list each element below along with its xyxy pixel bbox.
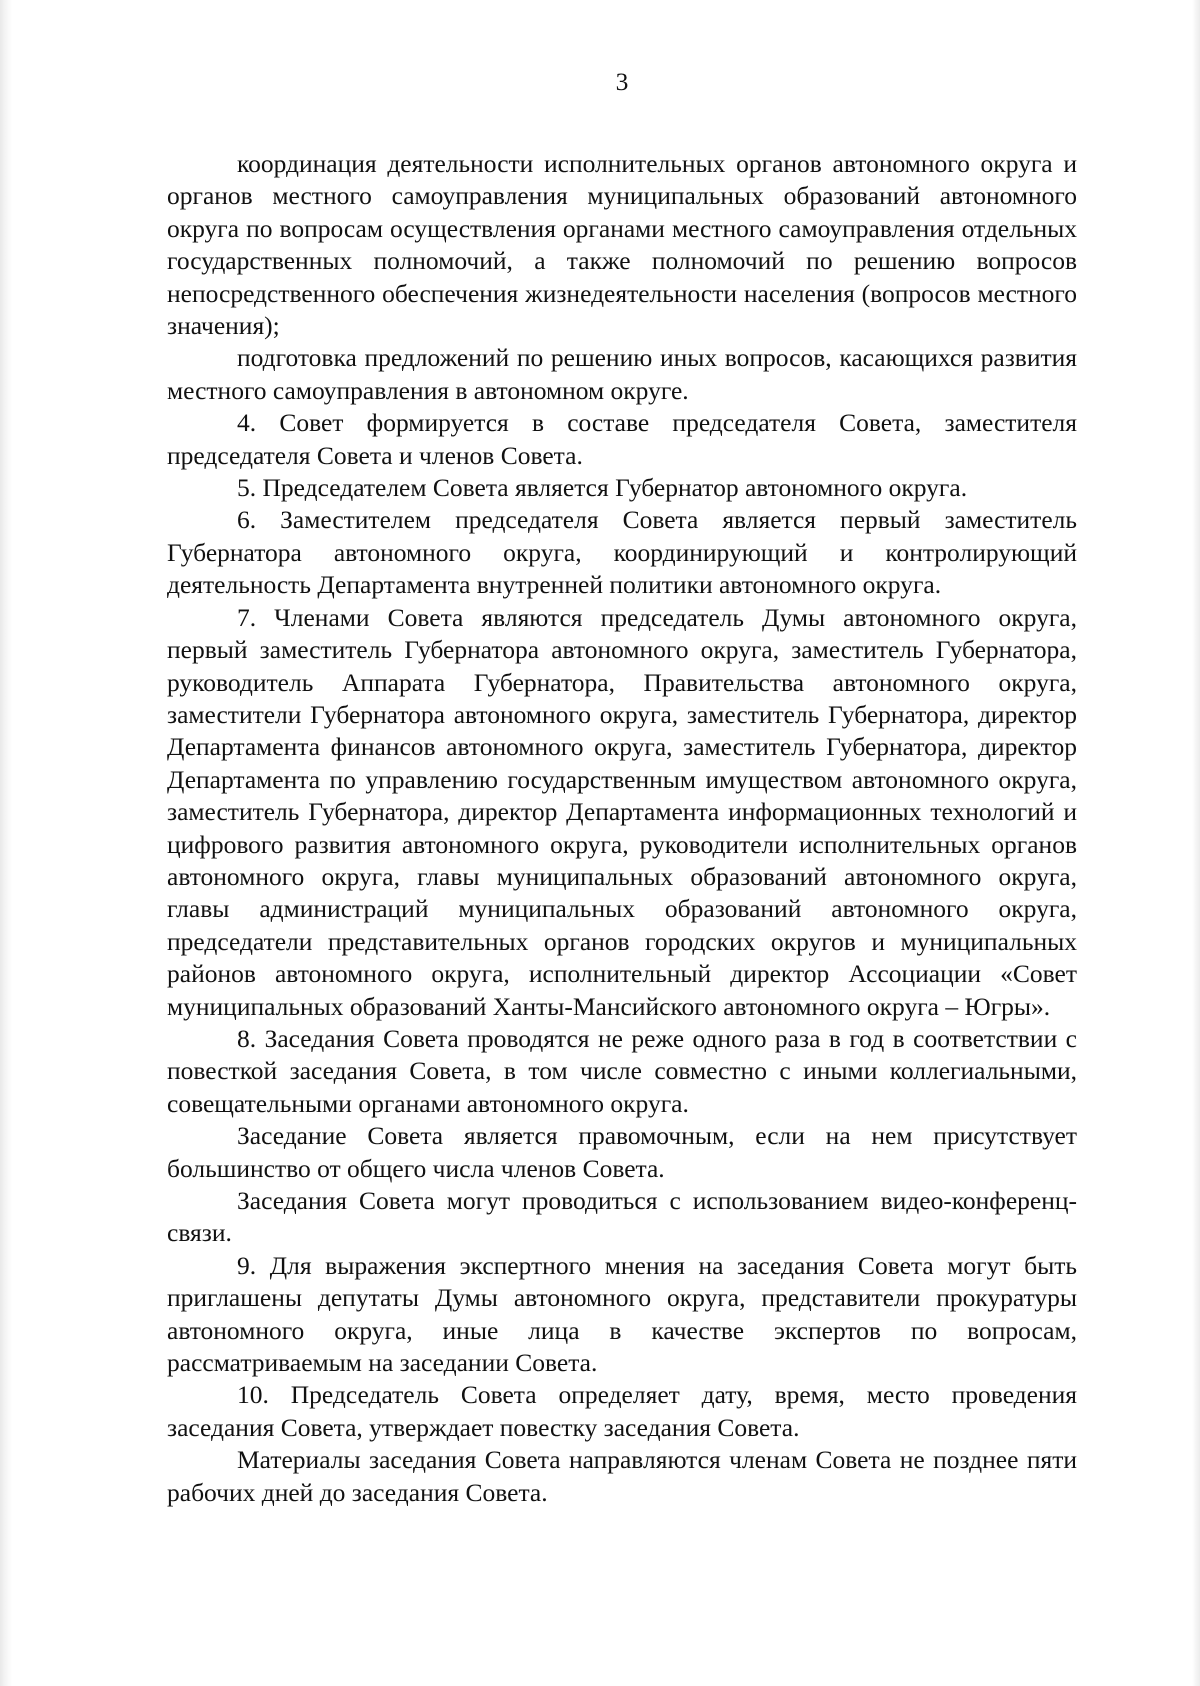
- scan-edge-left: [0, 0, 12, 1686]
- scan-edge-right: [1192, 0, 1200, 1686]
- paragraph-item-7: 7. Членами Совета являются председатель Думы автономного округа, первый заместитель Губернатора автономного округа, заместитель Губернатора, руководитель Аппарата Губернатора, Правительства автономного округа, заместители Губернатора автономного округа, заместитель Губернатора, директор Департамента финансов автономного округа, заместитель Губернатора, директор Департамента по управлению государственным имуществом автономного округа, заместитель Губернатора, директор Департамента информационных технологий и цифрового развития автономного округа, руководители исполнительных органов автономного округа, главы муниципальных образований автономного округа, главы администраций муниципальных образований автономного округа, председатели представительных органов городских округов и муниципальных районов автономного округа, исполнительный директор Ассоциации «Совет муниципальных образований Ханты-Мансийского автономного округа – Югры».: [167, 602, 1077, 1021]
- page-number: 3: [615, 67, 629, 96]
- paragraph-item-5: 5. Председателем Совета является Губернатор автономного округа.: [237, 473, 968, 503]
- paragraph-item-10: 10. Председатель Совета определяет дату, время, место проведения заседания Совета, утверждает повестку заседания Совета.: [167, 1380, 1077, 1442]
- paragraph-quorum: Заседание Совета является правомочным, если на нем присутствует большинство от общего числа членов Совета.: [167, 1121, 1077, 1183]
- paragraph-materials: Материалы заседания Совета направляются членам Совета не позднее пяти рабочих дней до заседания Совета.: [167, 1445, 1077, 1507]
- document-page: [167, 66, 1077, 1509]
- paragraph-item-8: 8. Заседания Совета проводятся не реже одного раза в год в соответствии с повесткой заседания Совета, в том числе совместно с иными коллегиальными, совещательными органами автономного округа.: [167, 1023, 1077, 1118]
- paragraph-item-6: 6. Заместителем председателя Совета является первый заместитель Губернатора автономного округа, координирующий и контролирующий деятельность Департамента внутренней политики автономного округа.: [167, 505, 1077, 600]
- paragraph-proposals: подготовка предложений по решению иных вопросов, касающихся развития местного самоуправления в автономном округе.: [167, 343, 1077, 405]
- paragraph-item-9: 9. Для выражения экспертного мнения на заседания Совета могут быть приглашены депутаты Думы автономного округа, представители прокуратуры автономного округа, иные лица в качестве экспертов по вопросам, рассматриваемым на заседании Совета.: [167, 1250, 1077, 1378]
- paragraph-coordination: координация деятельности исполнительных органов автономного округа и органов местного самоуправления муниципальных образований автономного округа по вопросам осуществления органами местного самоуправления отдельных государственных полномочий, а также полномочий по решению вопросов непосредственного обеспечения жизнедеятельности населения (вопросов местного значения);: [167, 149, 1077, 341]
- paragraph-video-conference: Заседания Совета могут проводиться с использованием видео-конференц-связи.: [167, 1186, 1077, 1248]
- paragraph-item-4: 4. Совет формируется в составе председателя Совета, заместителя председателя Совета и членов Совета.: [167, 408, 1077, 470]
